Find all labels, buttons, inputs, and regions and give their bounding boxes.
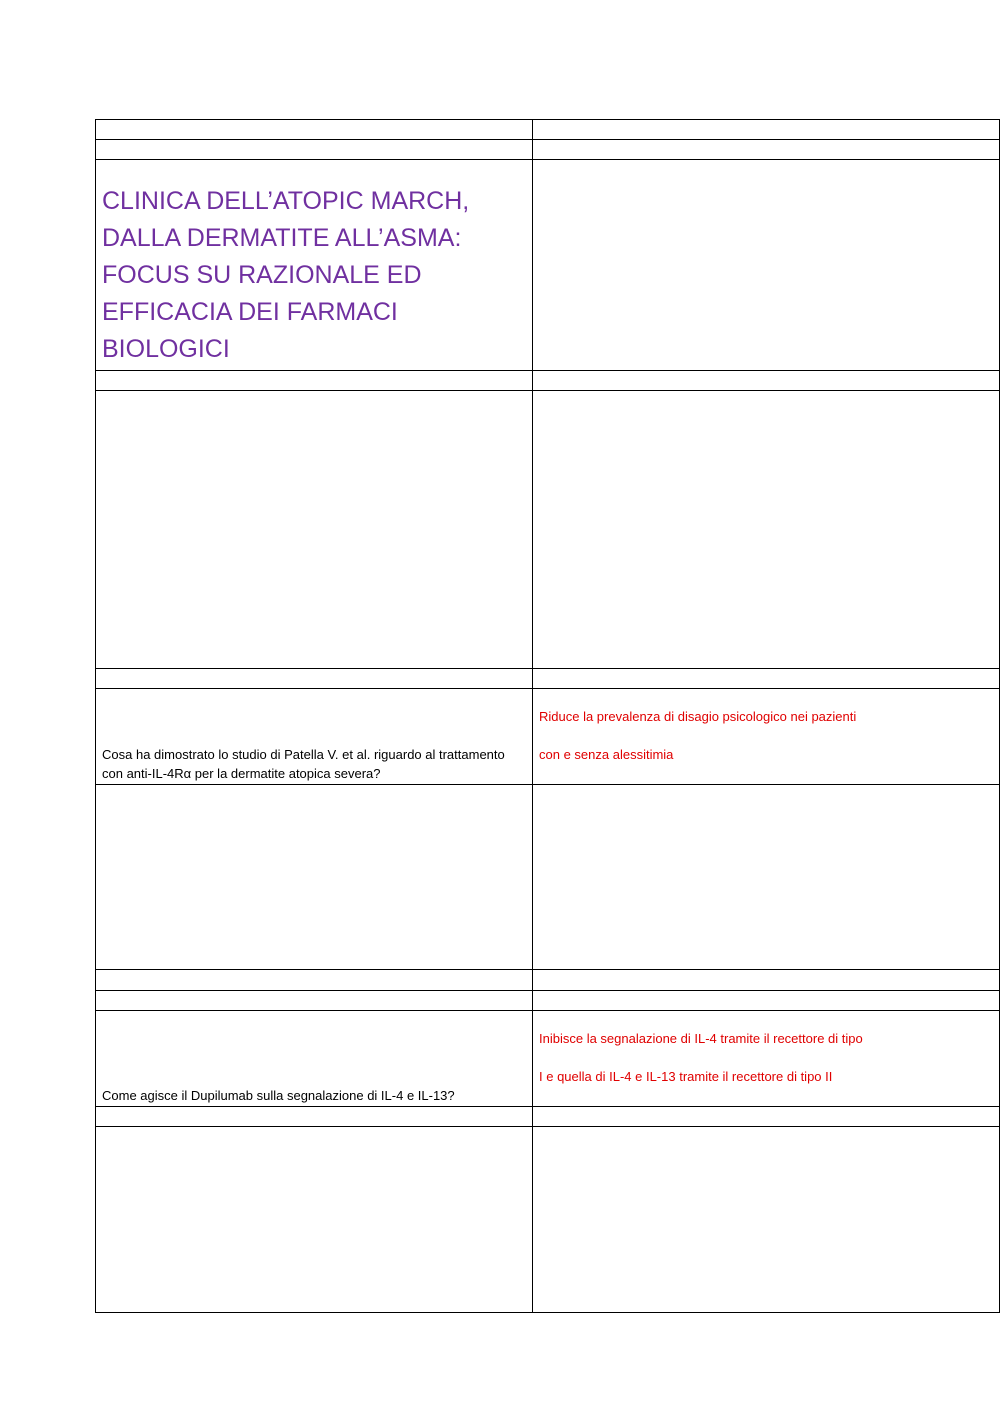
answer-cell	[533, 1011, 1000, 1107]
table-cell	[533, 1107, 1000, 1127]
title-cell	[96, 160, 533, 371]
table-cell	[533, 120, 1000, 140]
answer-line: I e quella di IL-4 e IL-13 tramite il recettore di tipo II	[539, 1069, 833, 1084]
table-row	[96, 970, 1000, 991]
table-cell	[96, 140, 533, 160]
table-row	[96, 991, 1000, 1011]
answer-line: Inibisce la segnalazione di IL-4 tramite il recettore di tipo	[539, 1031, 863, 1046]
table-row	[96, 140, 1000, 160]
table-cell	[96, 785, 533, 970]
table-row	[96, 391, 1000, 669]
table-cell	[533, 140, 1000, 160]
table-row	[96, 120, 1000, 140]
question-cell	[96, 689, 533, 785]
table-cell	[533, 991, 1000, 1011]
qa-row	[96, 689, 1000, 785]
qa-row	[96, 1011, 1000, 1107]
table-row	[96, 785, 1000, 970]
table-cell	[533, 1127, 1000, 1313]
table-cell	[96, 970, 533, 991]
table-row	[96, 1107, 1000, 1127]
answer-cell	[533, 689, 1000, 785]
table-cell	[96, 1107, 533, 1127]
question-cell	[96, 1011, 533, 1107]
table-row	[96, 371, 1000, 391]
question-text: Cosa ha dimostrato lo studio di Patella V. et al. riguardo al trattamento con anti-IL-4Rα per la dermatite atopica severa?	[102, 747, 505, 781]
table-cell	[96, 371, 533, 391]
document-title: CLINICA DELL’ATOPIC MARCH, DALLA DERMATITE ALL’ASMA: FOCUS SU RAZIONALE ED EFFICACIA DEI FARMACI BIOLOGICI	[102, 187, 470, 363]
answer-text	[533, 689, 999, 764]
table-cell	[533, 785, 1000, 970]
table-cell	[96, 391, 533, 669]
table-cell	[533, 371, 1000, 391]
table-cell	[96, 991, 533, 1011]
table-cell	[533, 391, 1000, 669]
answer-line: con e senza alessitimia	[539, 747, 674, 762]
answer-text	[533, 1011, 999, 1086]
table-cell	[96, 669, 533, 689]
table-row	[96, 1127, 1000, 1313]
table-cell	[96, 120, 533, 140]
table-cell	[533, 160, 1000, 371]
table-row	[96, 669, 1000, 689]
table-cell	[533, 970, 1000, 991]
question-text: Come agisce il Dupilumab sulla segnalazione di IL-4 e IL-13?	[102, 1088, 455, 1103]
answer-line: Riduce la prevalenza di disagio psicologico nei pazienti	[539, 709, 857, 724]
table-cell	[96, 1127, 533, 1313]
document-table	[95, 119, 1000, 1313]
table-cell	[533, 669, 1000, 689]
title-row	[96, 160, 1000, 371]
